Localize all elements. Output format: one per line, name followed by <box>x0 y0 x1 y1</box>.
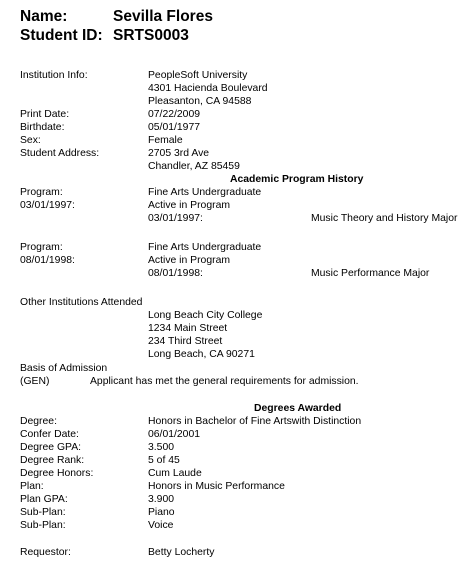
other-institution-line: 234 Third Street <box>148 336 223 347</box>
plan-date: 03/01/1997: <box>148 213 203 224</box>
degree-row-label: Sub-Plan: <box>20 507 66 518</box>
program-label: Program: <box>20 187 63 198</box>
program-label: Program: <box>20 242 63 253</box>
other-institution-line: Long Beach City College <box>148 310 263 321</box>
admission-code: (GEN) <box>20 376 50 387</box>
degree-row-label: Degree GPA: <box>20 442 82 453</box>
student-id-value: SRTS0003 <box>113 27 189 44</box>
plan-date: 08/01/1998: <box>148 268 203 279</box>
other-institution-line: Long Beach, CA 90271 <box>148 349 255 360</box>
student-address-line: 2705 3rd Ave <box>148 148 210 159</box>
degree-row-label: Degree Honors: <box>20 468 94 479</box>
plan-name: Music Theory and History Major <box>311 213 458 224</box>
admission-text: Applicant has met the general requirements for admission. <box>90 376 359 387</box>
other-institutions-label: Other Institutions Attended <box>20 297 143 308</box>
degree-row-label: Confer Date: <box>20 429 79 440</box>
student-name: Sevilla Flores <box>113 8 213 25</box>
degree-row-value: 06/01/2001 <box>148 429 201 440</box>
degree-row-label: Degree Rank: <box>20 455 85 466</box>
program-history-title: Academic Program History <box>230 174 364 185</box>
degree-row-value: 3.500 <box>148 442 175 453</box>
degree-row-label: Plan GPA: <box>20 494 68 505</box>
degree-row-value: Honors in Music Performance <box>148 481 285 492</box>
plan-name: Music Performance Major <box>311 268 430 279</box>
institution-line: 4301 Hacienda Boulevard <box>148 83 268 94</box>
program-name: Fine Arts Undergraduate <box>148 187 262 198</box>
degree-row-label: Degree: <box>20 416 57 427</box>
other-institution-line: 1234 Main Street <box>148 323 228 334</box>
student-address-label: Student Address: <box>20 148 100 159</box>
student-id-label: Student ID: <box>20 27 103 44</box>
sex-label: Sex: <box>20 135 41 146</box>
institution-line: PeopleSoft University <box>148 70 248 81</box>
program-name: Fine Arts Undergraduate <box>148 242 262 253</box>
print-date-value: 07/22/2009 <box>148 109 201 120</box>
name-label: Name: <box>20 8 68 25</box>
requestor-value: Betty Locherty <box>148 547 215 558</box>
degree-row-value: Honors in Bachelor of Fine Artswith Distinction <box>148 416 362 427</box>
degrees-title: Degrees Awarded <box>254 403 342 414</box>
student-address-line: Chandler, AZ 85459 <box>148 161 240 172</box>
program-date: 08/01/1998: <box>20 255 75 266</box>
program-status: Active in Program <box>148 255 230 266</box>
degree-row-label: Plan: <box>20 481 44 492</box>
requestor-label: Requestor: <box>20 547 71 558</box>
program-date: 03/01/1997: <box>20 200 75 211</box>
degree-row-value: Cum Laude <box>148 468 202 479</box>
birthdate-value: 05/01/1977 <box>148 122 201 133</box>
degree-row-value: Piano <box>148 507 175 518</box>
admission-label: Basis of Admission <box>20 363 108 374</box>
program-status: Active in Program <box>148 200 230 211</box>
print-date-label: Print Date: <box>20 109 70 120</box>
sex-value: Female <box>148 135 183 146</box>
degree-row-value: Voice <box>148 520 174 531</box>
institution-label: Institution Info: <box>20 70 88 81</box>
institution-line: Pleasanton, CA 94588 <box>148 96 252 107</box>
birthdate-label: Birthdate: <box>20 122 65 133</box>
degree-row-value: 3.900 <box>148 494 175 505</box>
degree-row-value: 5 of 45 <box>148 455 180 466</box>
degree-row-label: Sub-Plan: <box>20 520 66 531</box>
